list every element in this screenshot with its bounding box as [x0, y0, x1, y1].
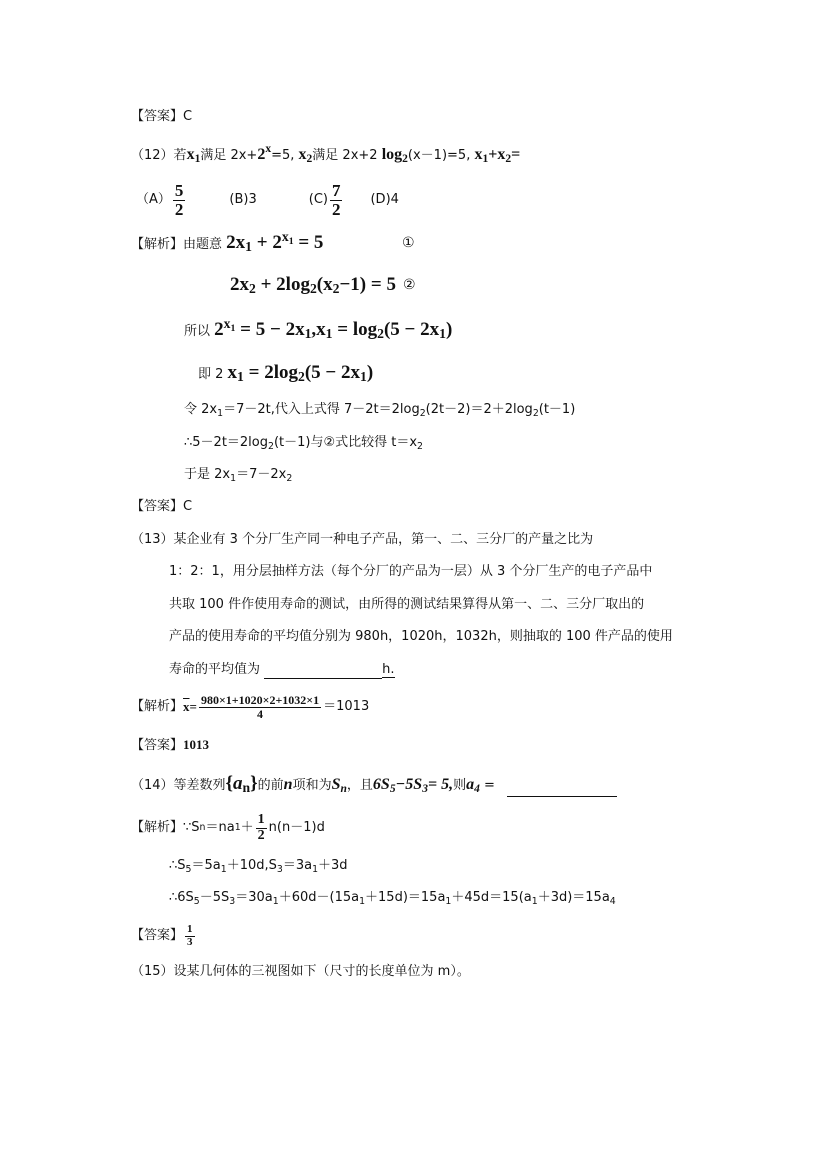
answer-label: 【答案】	[131, 928, 184, 943]
sub: 4	[474, 783, 480, 795]
equation-1	[226, 229, 324, 254]
x-bar: $\overline{x}$	[183, 699, 190, 714]
t: 2	[214, 319, 224, 340]
sub: 2	[332, 281, 340, 296]
numerator: 5	[174, 180, 184, 200]
sub: 2	[286, 473, 293, 484]
t: = 5 − 2x	[240, 319, 305, 340]
sub: 1	[237, 369, 244, 384]
text: 满足 2x+	[200, 148, 258, 163]
t: ＝7－2t,代入上式得 7－2t＝2log	[223, 402, 420, 417]
sub: 2	[298, 369, 305, 384]
denominator: 2	[257, 827, 265, 843]
sub: 3	[276, 864, 283, 875]
t: 6S	[372, 776, 390, 793]
sub: 1	[531, 896, 538, 907]
q13-line5	[169, 661, 395, 679]
equals: =	[189, 699, 197, 714]
answer-value: 1013	[183, 737, 210, 752]
q15-line1: （15）设某几何体的三视图如下（尺寸的长度单位为 m）。	[131, 964, 470, 979]
math-x1	[187, 146, 201, 163]
var-a4	[466, 776, 480, 793]
text: 则	[453, 778, 467, 793]
answer-value: C	[183, 109, 193, 124]
var: x	[298, 146, 307, 163]
sub: 2	[268, 441, 274, 452]
t: −1) = 5	[339, 274, 396, 295]
sub: 1	[288, 236, 294, 247]
text: 的前	[257, 778, 284, 793]
var-sn	[332, 776, 347, 793]
t: ∵S	[183, 820, 200, 835]
t: ∴6S	[169, 890, 194, 905]
analysis-label: 【解析】	[131, 699, 184, 714]
t: }	[250, 773, 258, 794]
numerator: 1	[187, 922, 193, 935]
exp: x	[265, 143, 272, 155]
text: ，且	[346, 778, 373, 793]
q13-answer	[131, 736, 209, 755]
sub: 2	[402, 153, 408, 165]
q12-stem	[131, 143, 521, 165]
sub: 3	[422, 783, 428, 795]
sub: 5	[193, 896, 200, 907]
q14-analysis-line3	[169, 889, 616, 907]
answer-label: 【答案】	[131, 499, 184, 514]
t: ＝30a	[235, 890, 273, 905]
sub: 1	[445, 896, 452, 907]
numerator: 7	[331, 180, 341, 200]
q12-analysis-line7	[184, 466, 292, 484]
t: ＋45d＝15(a	[451, 890, 532, 905]
sub: 2	[249, 281, 256, 296]
t: )	[366, 362, 374, 383]
sub: 1	[217, 408, 224, 419]
t: ＝5a	[191, 858, 221, 873]
text: 满足 2x+2	[312, 148, 378, 163]
sub: 2	[505, 153, 512, 165]
option-a-fraction	[173, 182, 186, 219]
q13-analysis	[131, 690, 369, 724]
answer-label: 【答案】	[131, 109, 184, 124]
sub: 1	[482, 153, 489, 165]
sub: n	[242, 780, 251, 795]
answer-value: C	[183, 499, 193, 514]
text: =	[484, 778, 495, 793]
math-x2	[299, 146, 313, 163]
sub: 1	[245, 239, 253, 254]
t: (t－1)	[538, 402, 576, 417]
sub: 1	[304, 326, 312, 341]
equation-4	[228, 362, 374, 383]
t: = 2log	[248, 362, 298, 383]
q12-analysis-line4	[198, 362, 373, 386]
sub: 2	[532, 408, 539, 419]
t: x	[235, 232, 246, 253]
sub: 3	[229, 896, 236, 907]
text: （14）等差数列	[131, 778, 226, 793]
t: (2t－2)＝2＋2log	[425, 402, 533, 417]
var: x	[186, 146, 195, 163]
mean-fraction	[199, 694, 321, 720]
sub: 4	[609, 896, 616, 907]
t: −5S	[395, 776, 423, 793]
t: (5 − 2x	[383, 319, 440, 340]
text: 由题意	[183, 237, 223, 252]
mark-1: ①	[402, 235, 415, 251]
sub: n	[340, 783, 347, 795]
half-fraction	[256, 813, 267, 843]
t: ,	[311, 319, 317, 340]
t: = 5	[298, 232, 324, 253]
t: x	[316, 319, 326, 340]
sub: 1	[230, 323, 236, 334]
exp: x	[281, 229, 289, 244]
t: ＋10d,S	[226, 858, 277, 873]
text: (x－1)=5,	[407, 148, 471, 163]
op: +	[488, 146, 498, 163]
denominator: 4	[257, 706, 264, 721]
base: 2	[257, 146, 266, 163]
q12-analysis-line6	[184, 434, 423, 452]
var-n: n	[283, 776, 293, 793]
sub: 2	[306, 153, 313, 165]
q12-number: （12）	[131, 148, 174, 163]
sub: 1	[360, 369, 367, 384]
option-c-fraction	[330, 182, 343, 219]
text: =5,	[271, 148, 295, 163]
answer-line-prev	[131, 108, 192, 126]
text: 若	[173, 148, 187, 163]
sub: 1	[439, 326, 446, 341]
var: x	[474, 146, 483, 163]
sub: 2	[377, 326, 384, 341]
t: ＝3a	[282, 858, 313, 873]
text: 即 2	[198, 367, 224, 382]
t: + 2	[256, 232, 282, 253]
t: ＝7－2x	[236, 467, 287, 482]
denominator: 2	[174, 199, 184, 219]
t: {	[225, 773, 234, 794]
answer-label: 【答案】	[131, 738, 184, 753]
t: x	[227, 362, 238, 383]
t: a	[233, 773, 243, 794]
sub: 1	[272, 896, 279, 907]
t: 2	[226, 232, 236, 253]
denominator: 2	[331, 199, 341, 219]
sub: 1	[230, 473, 237, 484]
t: + 2log	[260, 274, 310, 295]
t: ＋15d)＝15a	[365, 890, 446, 905]
sub: 5	[389, 783, 396, 795]
option-d: (D)4	[370, 192, 399, 207]
unit: h.	[382, 662, 395, 677]
t: 于是 2x	[184, 467, 231, 482]
q14-answer	[131, 920, 197, 952]
q12-analysis-line5	[184, 401, 575, 419]
math-log	[382, 146, 408, 163]
t: ∴S	[169, 858, 186, 873]
option-c-label: (C)	[308, 192, 328, 207]
t: ∴5－2t＝2log	[184, 435, 268, 450]
q12-analysis-line1	[131, 229, 324, 256]
q12-options	[136, 180, 399, 220]
t: ＋3d	[318, 858, 348, 873]
analysis-label: 【解析】	[131, 820, 184, 835]
sub: 2	[419, 408, 426, 419]
op: =	[511, 146, 521, 163]
t: )	[445, 319, 453, 340]
equation-3	[214, 316, 453, 341]
q13-line1: （13）某企业有 3 个分厂生产同一种电子产品，第一、二、三分厂的产量之比为	[131, 532, 594, 547]
t: ＝na	[205, 820, 235, 835]
q13-line3: 共取 100 件作使用寿命的测试，由所得的测试结果算得从第一、二、三分厂取出的	[169, 597, 645, 612]
numerator: 980×1+1020×2+1032×1	[200, 692, 320, 707]
t: n(n－1)d	[268, 820, 325, 835]
answer-fraction	[185, 924, 195, 948]
t: = 5,	[427, 776, 454, 793]
analysis-label: 【解析】	[131, 237, 184, 252]
sub: 1	[359, 896, 366, 907]
q14-stem	[131, 773, 617, 797]
t: ＋60d－(15a	[278, 890, 360, 905]
q14-analysis-line2	[169, 857, 348, 875]
text: 项和为	[292, 778, 332, 793]
t: ＋	[240, 820, 254, 835]
math-x1-sum	[474, 146, 520, 163]
q13-line2: 1：2：1，用分层抽样方法（每个分厂的产品为一层）从 3 个分厂生产的电子产品中	[169, 564, 653, 579]
t: (x	[316, 274, 333, 295]
t: = log	[337, 319, 378, 340]
sub: 1	[325, 326, 333, 341]
t: x	[239, 274, 249, 295]
q12-answer	[131, 498, 192, 516]
var: x	[497, 146, 506, 163]
option-a-label: （A）	[136, 192, 171, 207]
sequence-set	[226, 773, 258, 794]
exp: x	[223, 316, 231, 331]
denominator: 3	[187, 935, 193, 948]
equation-2	[230, 274, 396, 296]
q14-analysis-line1: 【解析】 ∵S n ＝na 1 ＋ $\frac{1}{2}$ n(n－1)d	[131, 811, 325, 843]
option-b: (B)3	[229, 192, 257, 207]
t: (5 − 2x	[304, 362, 360, 383]
t: 令 2x	[184, 402, 218, 417]
answer-blank	[507, 782, 617, 797]
t: ＋3d)＝15a	[537, 890, 610, 905]
t: a	[466, 776, 475, 793]
text: 所以	[184, 324, 211, 339]
sub: 5	[185, 864, 192, 875]
q13-line4: 产品的使用寿命的平均值分别为 980h，1020h，1032h，则抽取的 100 件产品的使用	[169, 629, 673, 644]
sub: 1	[312, 864, 319, 875]
t: 2	[230, 274, 240, 295]
q12-analysis-line3	[184, 316, 453, 343]
t: (t－1)与②式比较得 t＝x	[273, 435, 418, 450]
sub: 2	[309, 281, 317, 296]
t: S	[331, 776, 341, 793]
math-pow	[257, 143, 272, 163]
condition	[373, 776, 453, 793]
sub: 1	[220, 864, 227, 875]
answer-blank	[264, 664, 382, 679]
text: 寿命的平均值为	[169, 662, 261, 677]
log: log	[381, 146, 403, 163]
sub: 2	[417, 441, 423, 452]
sub: 1	[194, 153, 201, 165]
result: ＝1013	[323, 699, 370, 714]
mark-2: ②	[403, 277, 416, 293]
numerator: 1	[257, 811, 265, 827]
t: －5S	[199, 890, 230, 905]
